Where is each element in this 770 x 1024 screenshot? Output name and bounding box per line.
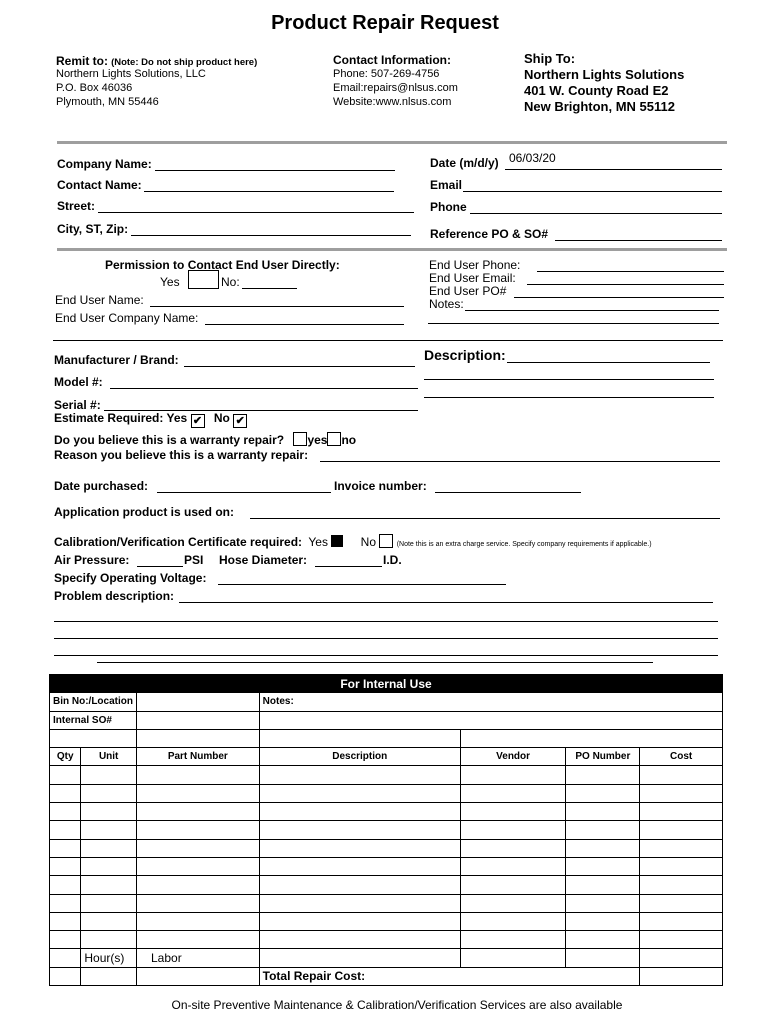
city-label: City, ST, Zip: (57, 222, 129, 236)
internal-notes-label: Notes: (259, 693, 722, 711)
table-cell[interactable] (460, 784, 566, 802)
table-cell[interactable] (640, 766, 723, 784)
table-row (50, 821, 723, 839)
contact-name-label: Contact Name: (57, 178, 142, 192)
col-qty: Qty (50, 748, 81, 766)
table-cell[interactable] (640, 894, 723, 912)
bin-location-cell[interactable] (137, 693, 260, 711)
table-cell[interactable] (640, 949, 723, 967)
ship-line3: New Brighton, MN 55112 (524, 99, 675, 114)
table-cell[interactable] (259, 931, 460, 949)
calibration-yes-checkbox[interactable] (331, 535, 343, 547)
voltage-field[interactable] (218, 584, 506, 585)
table-cell[interactable] (566, 894, 640, 912)
voltage-label: Specify Operating Voltage: (54, 571, 207, 585)
warranty-no-checkbox[interactable] (327, 432, 341, 446)
contact-name-field[interactable] (144, 191, 394, 192)
table-cell[interactable] (640, 931, 723, 949)
end-user-notes-field[interactable] (465, 310, 719, 311)
table-cell[interactable] (259, 766, 460, 784)
table-cell[interactable] (81, 912, 137, 930)
blank-cell[interactable] (259, 729, 460, 747)
table-cell[interactable] (259, 894, 460, 912)
date-purchased-label: Date purchased: (54, 479, 149, 493)
calibration-row (54, 534, 652, 549)
table-cell[interactable] (460, 839, 566, 857)
table-cell[interactable] (50, 821, 81, 839)
table-cell[interactable] (81, 894, 137, 912)
table-cell[interactable] (50, 784, 81, 802)
table-cell[interactable] (460, 931, 566, 949)
contact-website: Website:www.nlsus.com (333, 96, 452, 108)
table-row (50, 894, 723, 912)
divider (57, 141, 727, 144)
col-cost: Cost (640, 748, 723, 766)
table-row (50, 912, 723, 930)
col-unit: Unit (81, 748, 137, 766)
remit-block (56, 54, 257, 68)
table-cell[interactable] (566, 857, 640, 875)
table-cell[interactable] (566, 876, 640, 894)
street-field[interactable] (98, 212, 414, 213)
manufacturer-label: Manufacturer / Brand: (54, 353, 179, 367)
estimate-no-label: No (213, 411, 230, 425)
internal-notes-cell[interactable] (259, 711, 722, 729)
warranty-row (54, 432, 356, 447)
table-cell[interactable] (460, 857, 566, 875)
hours-label: Hour(s) (81, 949, 137, 967)
psi-label: PSI (184, 553, 204, 567)
table-cell[interactable] (137, 766, 260, 784)
end-user-company-field[interactable] (205, 324, 404, 325)
date-purchased-field[interactable] (157, 492, 331, 493)
air-pressure-label: Air Pressure: (54, 553, 130, 567)
table-cell[interactable] (460, 949, 566, 967)
permission-yes-box[interactable] (188, 270, 219, 289)
problem-line[interactable] (54, 638, 718, 639)
problem-field[interactable] (179, 602, 713, 603)
date-label: Date (m/d/y) (430, 156, 499, 170)
table-cell[interactable] (50, 876, 81, 894)
table-cell (137, 967, 260, 985)
city-field[interactable] (131, 235, 411, 236)
table-cell[interactable] (640, 912, 723, 930)
ship-line1: Northern Lights Solutions (524, 67, 685, 82)
table-cell[interactable] (81, 821, 137, 839)
total-repair-cost-label: Total Repair Cost: (259, 967, 640, 985)
model-field[interactable] (110, 388, 418, 389)
end-user-notes-line[interactable] (428, 323, 719, 324)
end-user-name-label: End User Name: (55, 293, 144, 307)
table-cell[interactable] (137, 931, 260, 949)
table-cell[interactable] (566, 784, 640, 802)
table-cell[interactable] (259, 821, 460, 839)
table-row (50, 803, 723, 821)
end-user-email-label: End User Email: (429, 271, 516, 285)
company-name-label: Company Name: (57, 157, 152, 171)
table-cell[interactable] (460, 766, 566, 784)
problem-label: Problem description: (54, 589, 175, 603)
end-user-phone-field[interactable] (537, 271, 724, 272)
invoice-field[interactable] (435, 492, 581, 493)
table-cell[interactable] (137, 857, 260, 875)
description-line[interactable] (424, 379, 714, 380)
reference-label: Reference PO & SO# (430, 227, 549, 241)
table-cell[interactable] (460, 894, 566, 912)
date-value[interactable]: 06/03/20 (509, 151, 556, 165)
table-cell[interactable] (137, 894, 260, 912)
table-cell[interactable] (259, 912, 460, 930)
table-cell[interactable] (137, 876, 260, 894)
table-cell[interactable] (460, 803, 566, 821)
table-cell[interactable] (460, 912, 566, 930)
air-pressure-field[interactable] (137, 566, 183, 567)
table-cell[interactable] (460, 876, 566, 894)
table-cell[interactable] (137, 821, 260, 839)
phone-label: Phone (430, 200, 467, 214)
internal-use-table (49, 674, 723, 986)
table-cell[interactable] (50, 803, 81, 821)
labor-label: Labor (137, 949, 260, 967)
contact-phone: Phone: 507-269-4756 (333, 68, 440, 80)
table-cell[interactable] (640, 839, 723, 857)
table-cell[interactable] (81, 839, 137, 857)
table-cell[interactable] (640, 857, 723, 875)
end-user-company-label: End User Company Name: (55, 311, 199, 325)
table-cell[interactable] (259, 839, 460, 857)
permission-no-label: No: (221, 275, 240, 289)
table-row (50, 876, 723, 894)
table-cell[interactable] (137, 803, 260, 821)
calibration-yes-label: Yes (308, 535, 328, 549)
table-cell[interactable] (566, 821, 640, 839)
problem-line[interactable] (54, 621, 718, 622)
estimate-no-checkbox[interactable]: ✔ (233, 414, 247, 428)
contact-email: Email:repairs@nlsus.com (333, 82, 458, 94)
remit-line3: Plymouth, MN 55446 (56, 96, 159, 108)
table-cell[interactable] (50, 894, 81, 912)
total-cost-cell[interactable] (640, 967, 723, 985)
table-cell[interactable] (640, 876, 723, 894)
col-part-number: Part Number (137, 748, 260, 766)
remit-line1: Northern Lights Solutions, LLC (56, 68, 206, 80)
invoice-label: Invoice number: (334, 479, 427, 493)
divider (57, 248, 727, 251)
table-cell[interactable] (566, 839, 640, 857)
permission-label: Permission to Contact End User Directly: (105, 258, 340, 272)
table-cell[interactable] (259, 949, 460, 967)
serial-label: Serial #: (54, 398, 101, 412)
table-cell[interactable] (259, 857, 460, 875)
end-user-email-field[interactable] (527, 284, 724, 285)
warranty-reason-label: Reason you believe this is a warranty repair: (54, 448, 309, 462)
calibration-no-label: No (360, 535, 377, 549)
table-row (50, 839, 723, 857)
street-label: Street: (57, 199, 96, 213)
estimate-yes-label: Yes (166, 411, 188, 425)
table-cell[interactable] (259, 803, 460, 821)
table-cell[interactable] (259, 784, 460, 802)
separator-line (53, 340, 723, 341)
company-name-field[interactable] (155, 170, 395, 171)
table-cell[interactable] (50, 766, 81, 784)
table-row (50, 784, 723, 802)
table-cell[interactable] (137, 839, 260, 857)
table-cell[interactable] (566, 803, 640, 821)
end-user-po-label: End User PO# (429, 284, 507, 298)
table-cell[interactable] (81, 803, 137, 821)
description-label: Description: (424, 347, 506, 363)
table-cell[interactable] (640, 784, 723, 802)
problem-line[interactable] (97, 662, 653, 663)
table-cell[interactable] (81, 876, 137, 894)
table-cell[interactable] (50, 839, 81, 857)
blank-cell[interactable] (460, 729, 722, 747)
table-cell[interactable] (137, 912, 260, 930)
problem-line[interactable] (54, 655, 718, 656)
table-cell[interactable] (640, 803, 723, 821)
ship-line2: 401 W. County Road E2 (524, 83, 669, 98)
table-cell[interactable] (566, 912, 640, 930)
warranty-yes-label: yes (307, 433, 328, 447)
warranty-no-label: no (341, 433, 357, 447)
application-label: Application product is used on: (54, 505, 234, 519)
phone-field[interactable] (470, 213, 722, 214)
table-cell[interactable] (566, 931, 640, 949)
col-po-number: PO Number (566, 748, 640, 766)
end-user-notes-label: Notes: (429, 297, 464, 311)
table-cell[interactable] (50, 931, 81, 949)
remit-note: (Note: Do not ship product here) (111, 57, 258, 68)
application-field[interactable] (250, 518, 720, 519)
end-user-po-field[interactable] (514, 297, 724, 298)
model-label: Model #: (54, 375, 103, 389)
table-cell (50, 967, 81, 985)
remit-label: Remit to: (56, 54, 108, 68)
internal-so-label: Internal SO# (50, 711, 137, 729)
table-row (50, 931, 723, 949)
table-cell[interactable] (566, 766, 640, 784)
bin-location-label: Bin No:/Location (50, 693, 137, 711)
table-cell[interactable] (81, 857, 137, 875)
reference-field[interactable] (555, 240, 722, 241)
table-cell[interactable] (137, 784, 260, 802)
calibration-note: (Note this is an extra charge service. Specify company requirements if applicable.) (396, 541, 652, 548)
permission-yes-label: Yes (160, 275, 180, 289)
table-cell[interactable] (259, 876, 460, 894)
estimate-label: Estimate Required: (54, 411, 164, 425)
blank-cell[interactable] (137, 729, 260, 747)
col-description: Description (259, 748, 460, 766)
table-cell[interactable] (640, 821, 723, 839)
warranty-reason-field[interactable] (320, 461, 720, 462)
estimate-yes-checkbox[interactable]: ✔ (191, 414, 205, 428)
table-cell[interactable] (81, 784, 137, 802)
permission-no-field[interactable] (242, 288, 297, 289)
contact-label: Contact Information: (333, 53, 451, 67)
table-row (50, 766, 723, 784)
estimate-row (54, 411, 247, 428)
calibration-no-checkbox[interactable] (379, 534, 393, 548)
internal-so-cell[interactable] (137, 711, 260, 729)
table-cell (81, 967, 137, 985)
col-vendor: Vendor (460, 748, 566, 766)
page-title: Product Repair Request (271, 12, 499, 34)
email-label: Email (430, 178, 463, 192)
table-cell[interactable] (81, 931, 137, 949)
remit-line2: P.O. Box 46036 (56, 82, 133, 94)
table-cell[interactable] (566, 949, 640, 967)
hose-label: Hose Diameter: (219, 553, 308, 567)
description-line[interactable] (424, 397, 714, 398)
table-cell[interactable] (50, 912, 81, 930)
date-field[interactable] (505, 169, 722, 170)
warranty-yes-checkbox[interactable] (293, 432, 307, 446)
table-row (50, 857, 723, 875)
id-label: I.D. (383, 553, 402, 567)
hose-field[interactable] (315, 566, 382, 567)
end-user-name-field[interactable] (150, 306, 404, 307)
calibration-label: Calibration/Verification Certificate required: (54, 535, 303, 549)
table-cell[interactable] (81, 766, 137, 784)
table-cell[interactable] (460, 821, 566, 839)
warranty-question: Do you believe this is a warranty repair? (54, 433, 285, 447)
table-cell[interactable] (50, 949, 81, 967)
internal-use-header: For Internal Use (50, 675, 723, 693)
email-field[interactable] (463, 191, 722, 192)
description-field[interactable] (507, 362, 710, 363)
manufacturer-field[interactable] (184, 366, 415, 367)
ship-label: Ship To: (524, 51, 576, 66)
blank-cell[interactable] (50, 729, 137, 747)
table-cell[interactable] (50, 857, 81, 875)
end-user-phone-label: End User Phone: (429, 258, 521, 272)
footer-note: On-site Preventive Maintenance & Calibration/Verification Services are also available (171, 998, 623, 1012)
